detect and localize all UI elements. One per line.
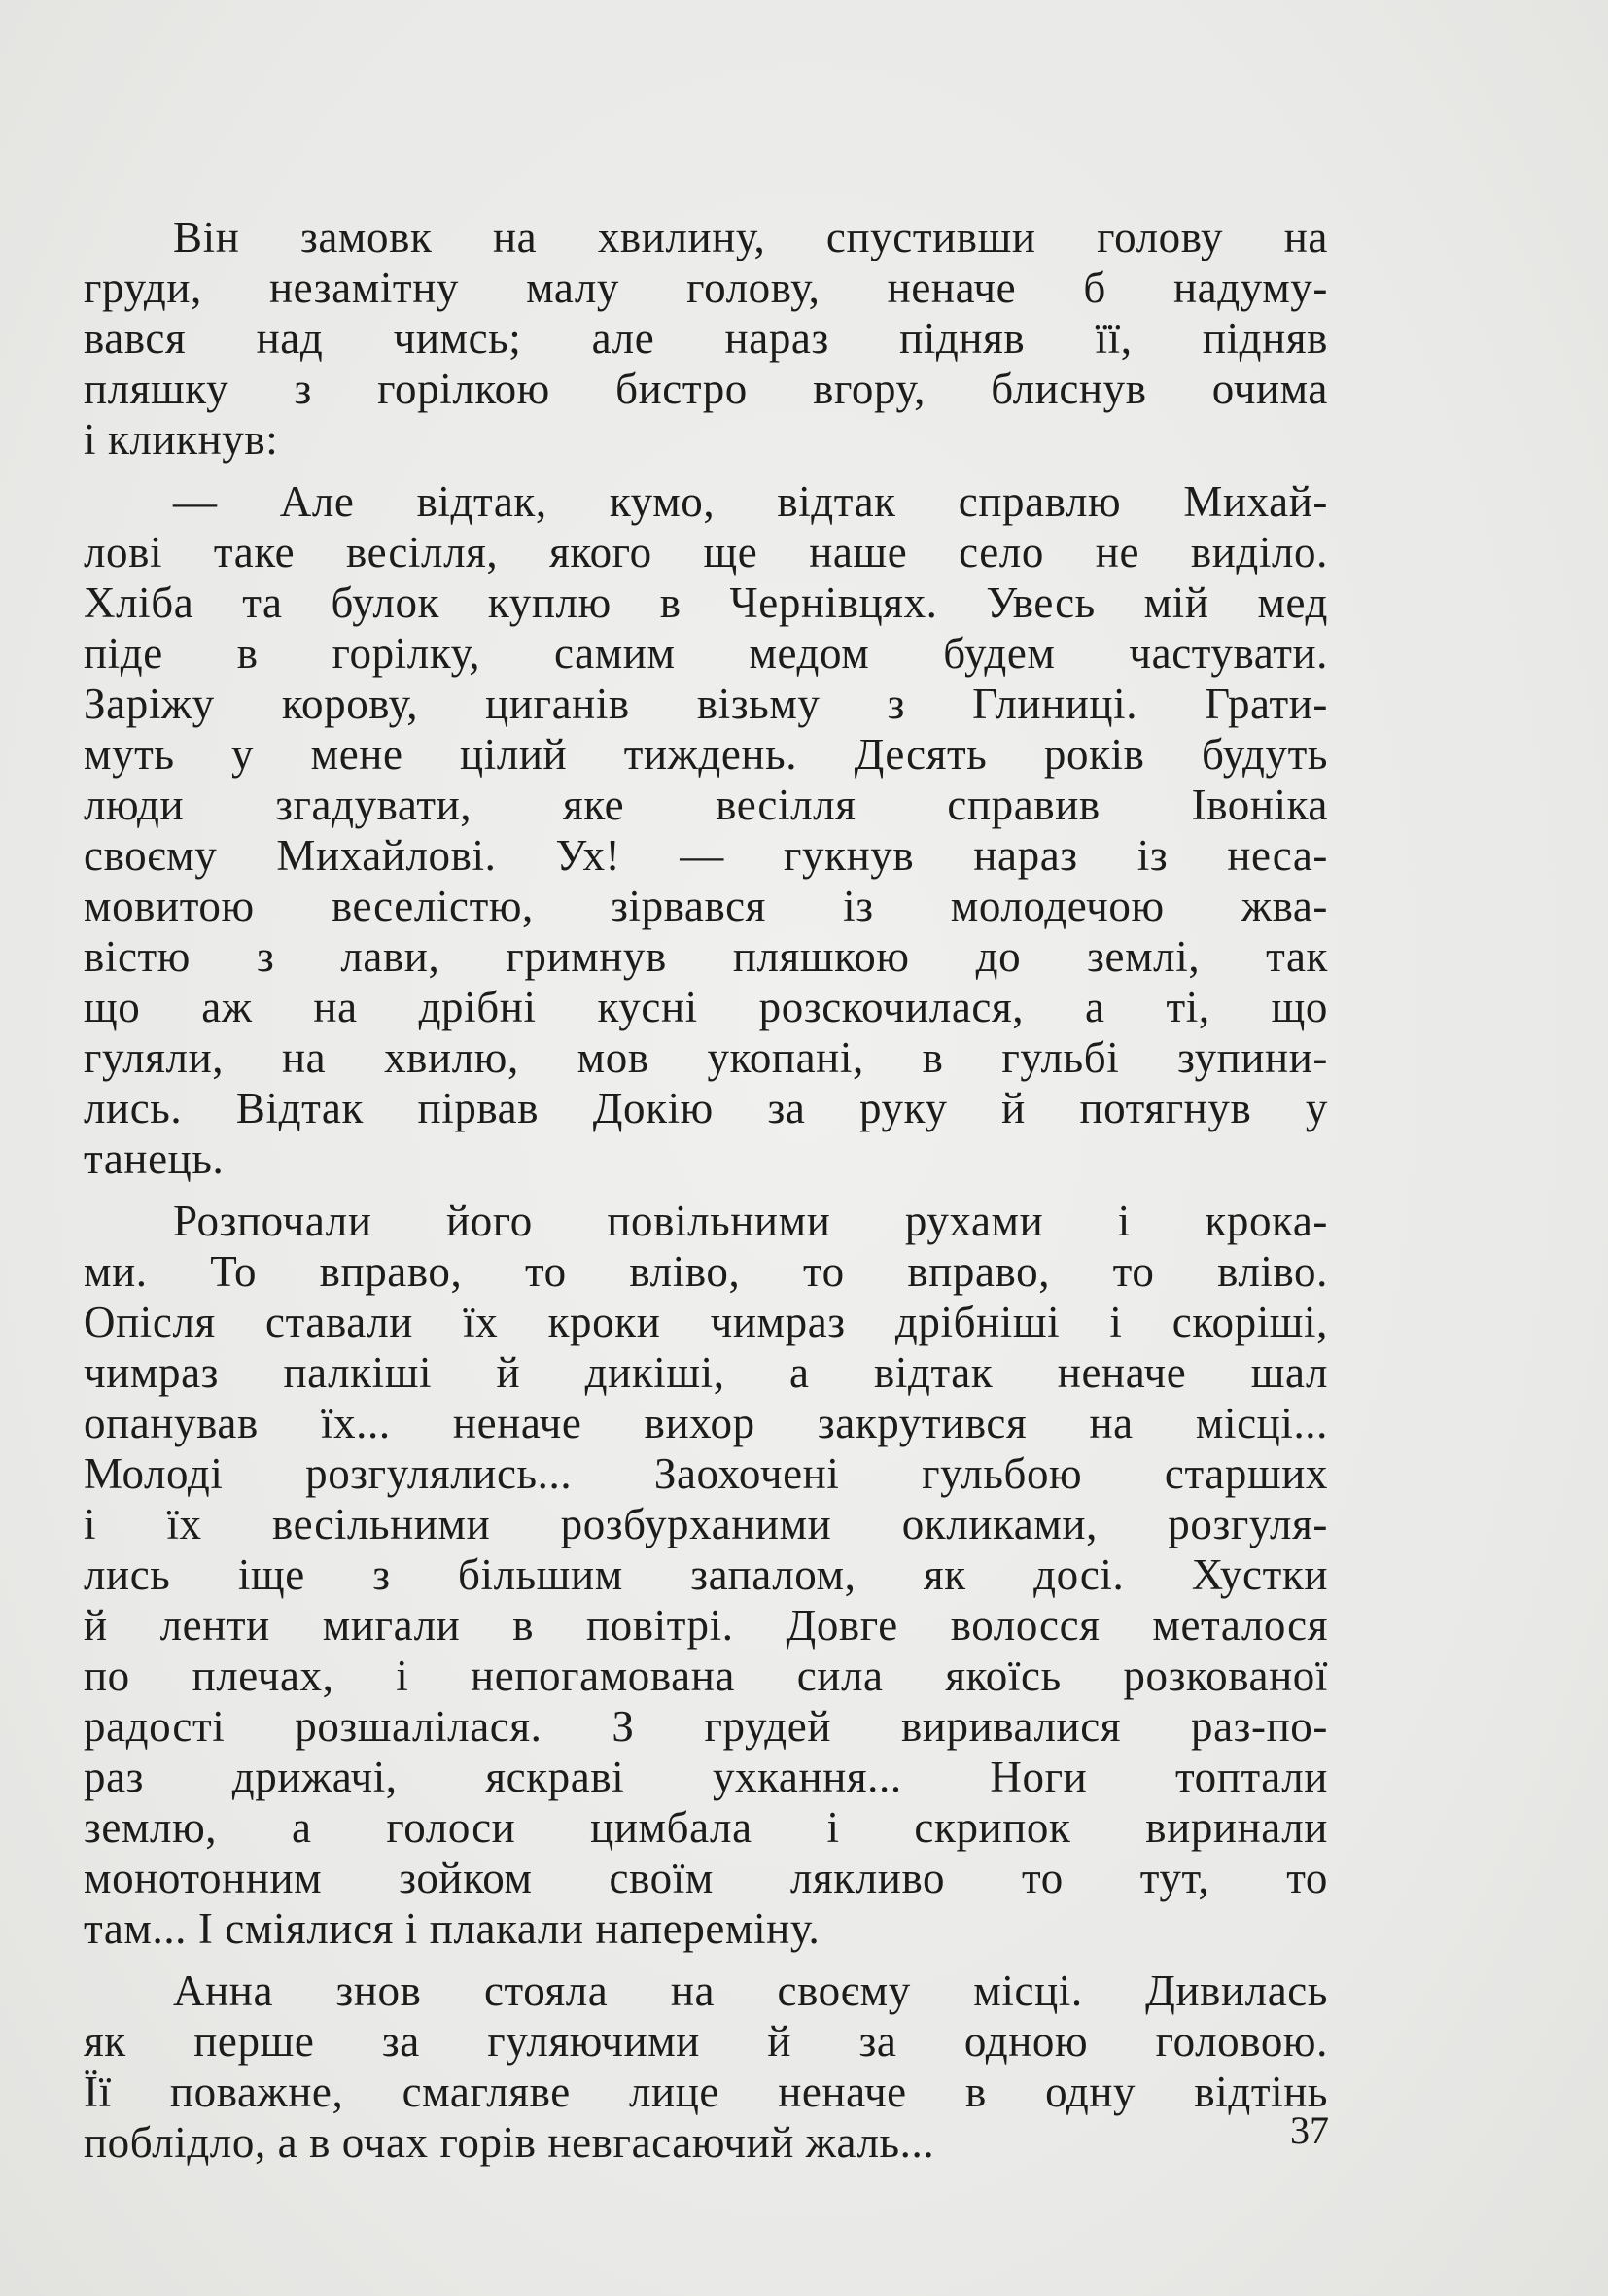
text-line: Її поважне, смагляве лице неначе в одну відтінь [84,2068,1328,2116]
text-line: монотонним зойком своїм лякливо то тут, то [84,1854,1328,1902]
text-line: й ленти мигали в повітрі. Довге волосся металося [84,1601,1328,1650]
text-line: ми. То вправо, то вліво, то вправо, то вліво. [84,1247,1328,1296]
text-line: опанував їх... неначе вихор закрутився на місці... [84,1399,1328,1447]
text-line: по плечах, і непогамована сила якоїсь розкованої [84,1652,1328,1700]
text-line: танець. [84,1134,225,1183]
text-line: гуляли, на хвилю, мов укопані, в гульбі зупини- [84,1033,1328,1082]
text-line: Опісля ставали їх кроки чимраз дрібніші і скоріші, [84,1298,1328,1346]
text-line: і кликнув: [84,415,279,464]
paragraph [84,1966,1328,2168]
text-line: Він замовк на хвилину, спустивши голову на [173,213,1328,261]
text-line: Анна знов стояла на своєму місці. Дивилась [173,1966,1328,2015]
text-line: вався над чимсь; але нараз підняв її, підняв [84,314,1328,363]
text-line: Заріжу корову, циганів візьму з Глиниці. Грати- [84,679,1328,728]
text-line: Молоді розгулялись... Заохочені гульбою старших [84,1449,1328,1498]
text-line: що аж на дрібні кусні розскочилася, а ті, що [84,983,1328,1031]
text-line: і їх весільними розбурханими окликами, розгуля- [84,1500,1328,1548]
text-line: груди, незамітну малу голову, неначе б надуму- [84,263,1328,312]
page-body-text [84,212,1328,2168]
text-line: лові таке весілля, якого ще наше село не виділо. [84,528,1328,576]
text-line: поблідло, а в очах горів невгасаючий жаль... [84,2118,935,2167]
text-line: вістю з лави, гримнув пляшкою до землі, так [84,932,1328,981]
text-line: раз дрижачі, яскраві ухкання... Ноги топтали [84,1753,1328,1801]
text-line: землю, а голоси цимбала і скрипок виринали [84,1803,1328,1852]
text-line: пляшку з горілкою бистро вгору, блиснув очима [84,365,1328,413]
text-line: там... І сміялися і плакали напереміну. [84,1904,821,1953]
text-line: як перше за гуляючими й за одною головою. [84,2017,1328,2066]
text-line: мовитою веселістю, зірвався із молодечою жва- [84,882,1328,930]
text-line: лись іще з більшим запалом, як досі. Хустки [84,1550,1328,1599]
text-line: — Але відтак, кумо, відтак справлю Михай- [173,477,1328,526]
paragraph [84,1196,1328,1954]
paragraph [84,476,1328,1184]
paragraph [84,212,1328,465]
page-number: 37 [1290,2108,1329,2152]
text-line: муть у мене цілий тиждень. Десять років будуть [84,730,1328,779]
text-line: Розпочали його повільними рухами і крока- [173,1197,1328,1245]
text-line: люди згадувати, яке весілля справив Івоніка [84,781,1328,829]
text-line: чимраз палкіші й дикіші, а відтак неначе шал [84,1348,1328,1397]
text-line: радості розшалілася. З грудей виривалися раз-по- [84,1702,1328,1751]
text-line: своєму Михайлові. Ух! — гукнув нараз із неса- [84,831,1328,880]
text-line: піде в горілку, самим медом будем частувати. [84,629,1328,678]
text-line: лись. Відтак пірвав Докію за руку й потягнув у [84,1084,1328,1132]
text-line: Хліба та булок куплю в Чернівцях. Увесь мій мед [84,578,1328,627]
